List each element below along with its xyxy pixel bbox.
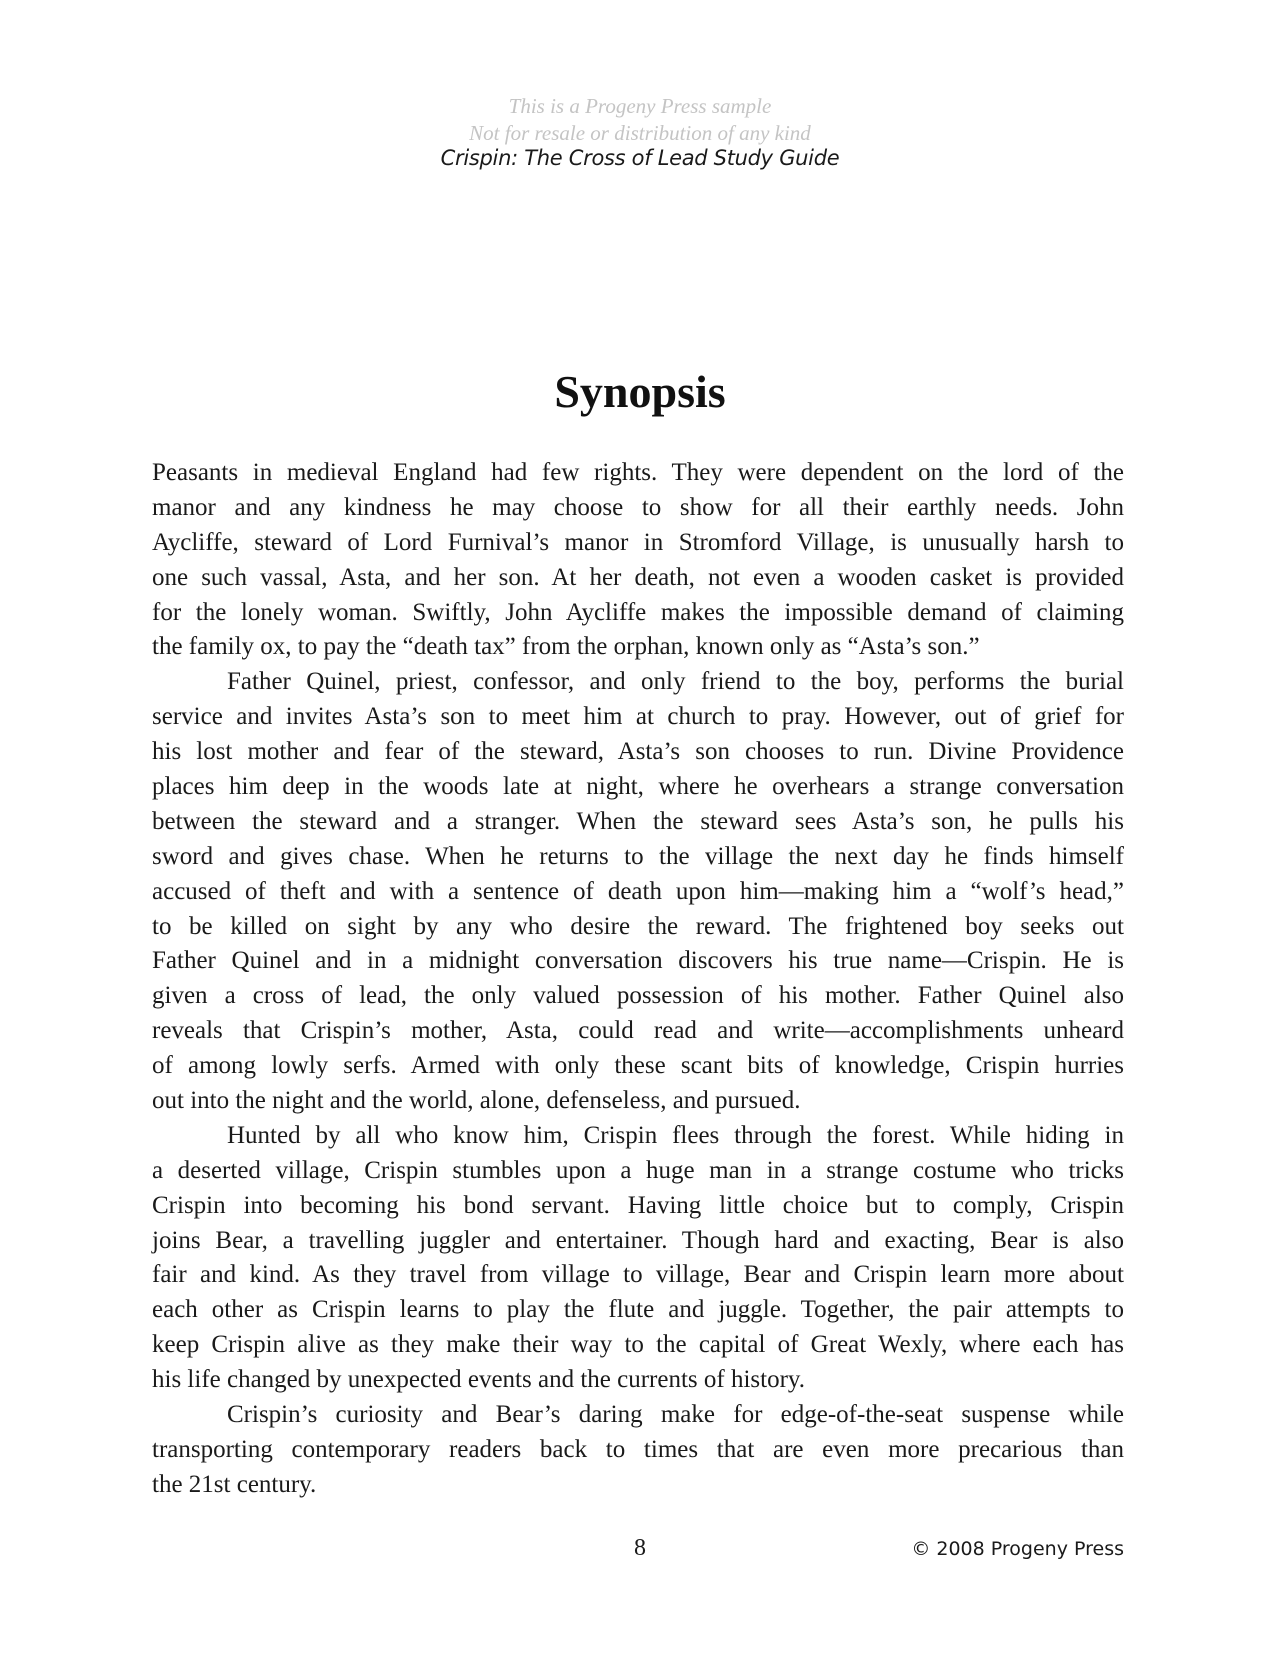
text-line: given a cross of lead, the only valued possession of his mother. Father Quinel also [152, 982, 1124, 1010]
text-line: his life changed by unexpected events and the currents of history. [152, 1366, 806, 1394]
text-line: Crispin’s curiosity and Bear’s daring make for edge-of-the-seat suspense while [227, 1401, 1124, 1429]
text-line: Crispin into becoming his bond servant. Having little choice but to comply, Crispin [152, 1191, 1124, 1219]
paragraph-3 [152, 1119, 1124, 1398]
text-line: reveals that Crispin’s mother, Asta, could read and write—accomplishments unheard [152, 1017, 1124, 1045]
text-line: service and invites Asta’s son to meet him at church to pray. However, out of grief for [152, 703, 1124, 731]
running-header-title: Crispin: The Cross of Lead Study Guide [440, 146, 840, 170]
text-line: transporting contemporary readers back to times that are even more precarious than [152, 1435, 1124, 1463]
watermark-line-1: This is a Progeny Press sample [508, 94, 772, 118]
page-number: 8 [634, 1535, 646, 1561]
text-line: Father Quinel, priest, confessor, and only friend to the boy, performs the burial [227, 668, 1124, 696]
synopsis-body [152, 456, 1124, 1503]
text-line: manor and any kindness he may choose to show for all their earthly needs. John [152, 493, 1124, 521]
text-line: out into the night and the world, alone, defenseless, and pursued. [152, 1087, 801, 1115]
text-line: accused of theft and with a sentence of death upon him—making him a “wolf’s head,” [152, 877, 1124, 905]
text-line: Hunted by all who know him, Crispin flees through the forest. While hiding in [227, 1121, 1124, 1149]
text-line: the 21st century. [152, 1470, 317, 1498]
text-line: the family ox, to pay the “death tax” from the orphan, known only as “Asta’s son.” [152, 633, 980, 661]
text-line: fair and kind. As they travel from village to village, Bear and Crispin learn more about [152, 1261, 1124, 1289]
text-line: one such vassal, Asta, and her son. At her death, not even a wooden casket is provided [152, 563, 1124, 591]
paragraph-4 [152, 1398, 1124, 1503]
text-line: each other as Crispin learns to play the flute and juggle. Together, the pair attempts to [152, 1296, 1124, 1324]
text-line: Father Quinel and in a midnight conversation discovers his true name—Crispin. He is [152, 947, 1124, 975]
text-line: of among lowly serfs. Armed with only these scant bits of knowledge, Crispin hurries [152, 1052, 1124, 1080]
text-line: joins Bear, a travelling juggler and entertainer. Though hard and exacting, Bear is also [152, 1226, 1124, 1254]
text-line: for the lonely woman. Swiftly, John Aycliffe makes the impossible demand of claiming [152, 598, 1124, 626]
text-line: Peasants in medieval England had few rights. They were dependent on the lord of the [152, 459, 1124, 486]
text-line: sword and gives chase. When he returns to the village the next day he finds himself [152, 842, 1124, 870]
copyright-notice: © 2008 Progeny Press [911, 1538, 1124, 1560]
text-line: a deserted village, Crispin stumbles upon a huge man in a strange costume who tricks [152, 1156, 1124, 1184]
watermark-line-2: Not for resale or distribution of any kind [469, 121, 811, 145]
text-line: Aycliffe, steward of Lord Furnival’s manor in Stromford Village, is unusually harsh to [152, 528, 1124, 556]
paragraph-2 [152, 665, 1124, 1119]
text-line: places him deep in the woods late at night, where he overhears a strange conversation [152, 773, 1124, 801]
text-line: between the steward and a stranger. When the steward sees Asta’s son, he pulls his [152, 807, 1124, 835]
text-line: keep Crispin alive as they make their way to the capital of Great Wexly, where each has [152, 1331, 1124, 1359]
text-line: to be killed on sight by any who desire the reward. The frightened boy seeks out [152, 912, 1124, 940]
page-title: Synopsis [554, 366, 726, 417]
text-line: his lost mother and fear of the steward, Asta’s son chooses to run. Divine Providence [152, 738, 1124, 766]
paragraph-1 [152, 456, 1124, 665]
